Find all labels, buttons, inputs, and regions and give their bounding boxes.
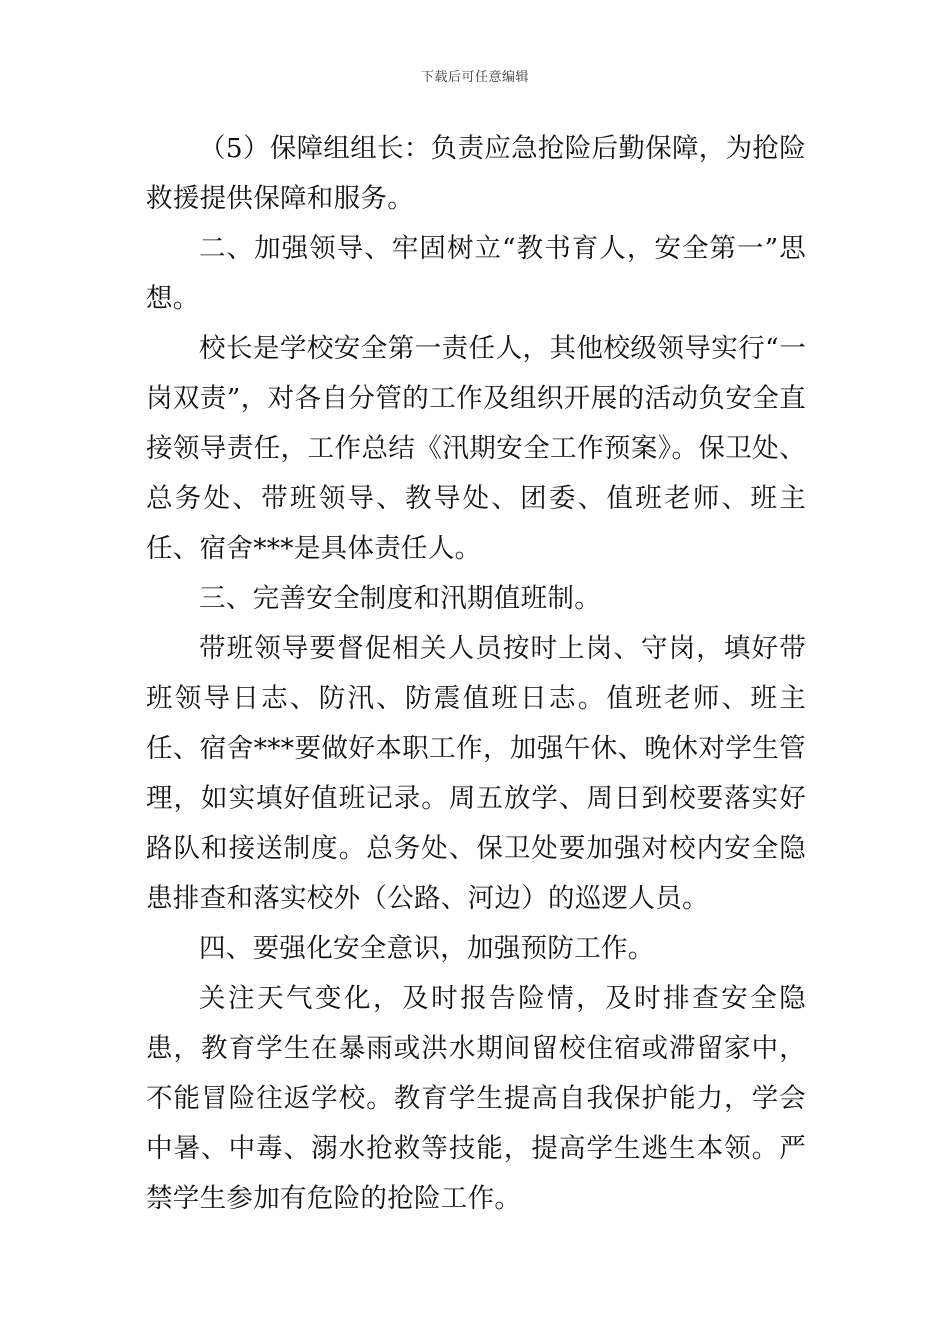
paragraph-duty-system: 带班领导要督促相关人员按时上岗、守岗，填好带班领导日志、防汛、防震值班日志。值班老师、班主任、宿舍***要做好本职工作，加强午休、晚休对学生管理，如实填好值班记录。周五放学、周日到校要落实好路队和接送制度。总务处、保卫处要加强对校内安全隐患排查和落实校外（公路、河边）的巡逻人员。: [146, 633, 806, 914]
paragraph-support-group: （5）保障组组长：负责应急抢险后勤保障，为抢险救援提供保障和服务。: [146, 133, 806, 214]
document-body: [146, 124, 806, 1224]
section-heading-leadership: 二、加强领导、牢固树立“教书育人，安全第一”思想。: [146, 233, 806, 314]
section-heading-prevention: 四、要强化安全意识，加强预防工作。: [199, 933, 655, 964]
paragraph-responsibility: 校长是学校安全第一责任人，其他校级领导实行“一岗双责”，对各自分管的工作及组织开展的活动负安全直接领导责任，工作总结《汛期安全工作预案》。保卫处、总务处、带班领导、教导处、团委、值班老师、班主任、宿舍***是具体责任人。: [146, 333, 806, 564]
page-header: 下载后可任意编辑: [420, 70, 529, 85]
paragraph-prevention: 关注天气变化，及时报告险情，及时排查安全隐患，教育学生在暴雨或洪水期间留校住宿或滞留家中，不能冒险往返学校。教育学生提高自我保护能力，学会中暑、中毒、溺水抢救等技能，提高学生逃生本领。严禁学生参加有危险的抢险工作。: [146, 983, 806, 1214]
section-heading-duty-system: 三、完善安全制度和汛期值班制。: [199, 583, 601, 614]
